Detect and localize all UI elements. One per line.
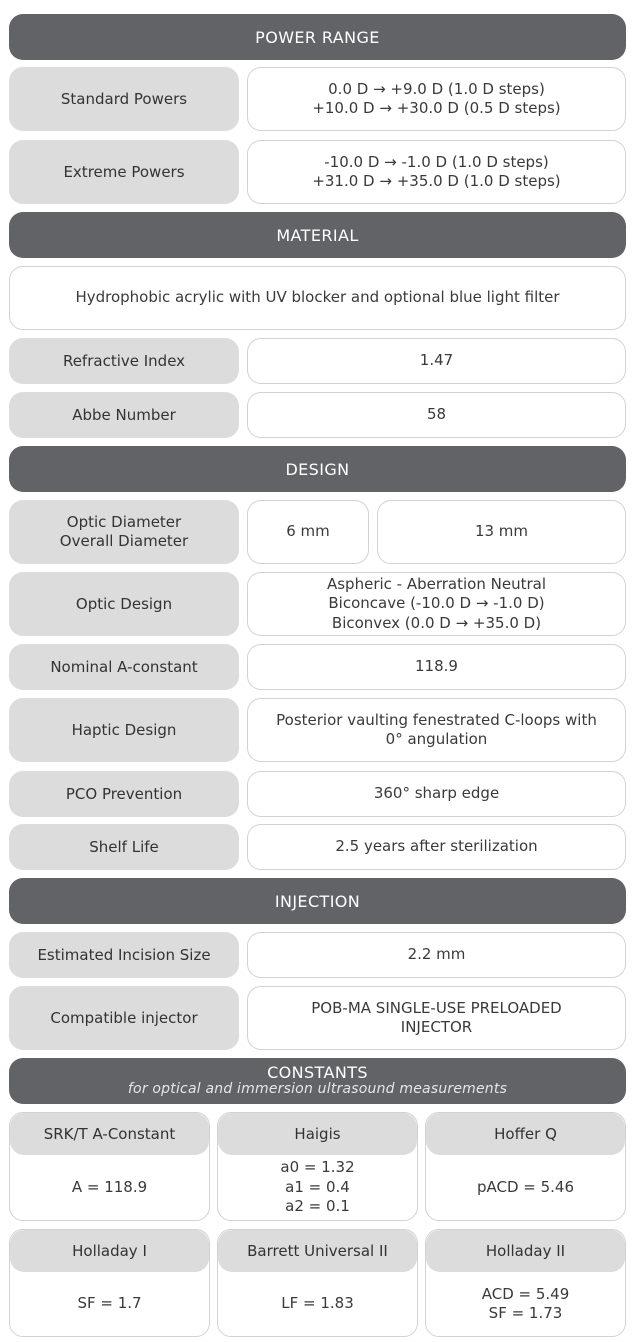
value-line: LF = 1.83 — [281, 1294, 354, 1313]
constant-card-title: Holladay I — [10, 1230, 209, 1272]
row-label-refractive-index — [9, 338, 239, 384]
row-value-compatible-injector — [247, 986, 626, 1050]
label-text: Abbe Number — [72, 405, 176, 424]
constant-card-value — [426, 1155, 625, 1220]
label-text: PCO Prevention — [65, 784, 183, 803]
constant-card-holladay-2 — [425, 1229, 626, 1337]
row-value-refractive-index — [247, 338, 626, 384]
value-line: SF = 1.73 — [488, 1304, 563, 1322]
label-text: Optic Diameter — [66, 513, 182, 531]
value-line: A = 118.9 — [71, 1177, 148, 1196]
constant-card-title: Barrett Universal II — [218, 1230, 417, 1272]
value-line: Biconvex (0.0 D → +35.0 D) — [331, 613, 542, 632]
label-text: Nominal A-constant — [50, 657, 198, 676]
row-value-optic-diameter — [247, 500, 369, 564]
row-value-shelf-life — [247, 824, 626, 870]
constant-card-value — [426, 1272, 625, 1336]
row-label-standard-powers — [9, 67, 239, 131]
row-label-extreme-powers — [9, 140, 239, 204]
value-line: ACD = 5.49 — [481, 1284, 570, 1303]
value-line: a0 = 1.32 — [280, 1158, 355, 1177]
section-title: MATERIAL — [276, 225, 359, 245]
value-line: 0° angulation — [385, 730, 488, 748]
row-value-haptic-design — [247, 698, 626, 762]
row-value-incision-size — [247, 932, 626, 978]
section-title: CONSTANTS — [267, 1063, 368, 1082]
value-line: pACD = 5.46 — [476, 1177, 575, 1196]
constant-card-title: Holladay II — [426, 1230, 625, 1272]
section-title: INJECTION — [274, 891, 361, 911]
row-value-standard-powers — [247, 67, 626, 131]
section-header-injection — [9, 878, 626, 924]
constant-card-value — [218, 1272, 417, 1336]
constant-card-value — [10, 1272, 209, 1336]
row-value-overall-diameter — [377, 500, 626, 564]
value-line: 360° sharp edge — [373, 784, 500, 803]
value-line: +31.0 D → +35.0 D (1.0 D steps) — [312, 172, 561, 190]
section-title: DESIGN — [285, 459, 350, 479]
section-header-power-range — [9, 14, 626, 60]
label-text: Estimated Incision Size — [37, 945, 211, 964]
constant-card-title: Haigis — [218, 1113, 417, 1155]
row-label-abbe-number — [9, 392, 239, 438]
section-header-material — [9, 212, 626, 258]
value-line: Posterior vaulting fenestrated C-loops with — [276, 710, 597, 729]
label-text: Extreme Powers — [63, 162, 185, 181]
row-label-a-constant — [9, 644, 239, 690]
row-value-pco-prevention — [247, 771, 626, 817]
value-line: POB-MA SINGLE-USE PRELOADED — [311, 998, 562, 1017]
value-line: INJECTOR — [400, 1018, 473, 1036]
value-line: 118.9 — [415, 657, 458, 676]
row-value-a-constant — [247, 644, 626, 690]
row-label-diameter — [9, 500, 239, 564]
label-text: Overall Diameter — [59, 532, 189, 550]
constant-card-title: SRK/T A-Constant — [10, 1113, 209, 1155]
label-text: Haptic Design — [71, 720, 177, 739]
row-value-optic-design — [247, 572, 626, 636]
value-line: 0.0 D → +9.0 D (1.0 D steps) — [328, 79, 545, 98]
label-text: Standard Powers — [60, 89, 188, 108]
row-label-incision-size — [9, 932, 239, 978]
constant-card-holladay-1 — [9, 1229, 210, 1337]
section-header-design — [9, 446, 626, 492]
value-line: Biconcave (-10.0 D → -1.0 D) — [328, 594, 545, 613]
row-label-haptic-design — [9, 698, 239, 762]
value-line: a2 = 0.1 — [285, 1197, 350, 1216]
row-label-shelf-life — [9, 824, 239, 870]
constant-card-value — [218, 1155, 417, 1220]
constant-card-title: Hoffer Q — [426, 1113, 625, 1155]
row-label-optic-design — [9, 572, 239, 636]
constant-card-haigis — [217, 1112, 418, 1221]
constant-card-value — [10, 1155, 209, 1220]
value-line: SF = 1.7 — [77, 1294, 142, 1313]
constant-card-barrett — [217, 1229, 418, 1337]
constant-card-hoffer-q — [425, 1112, 626, 1221]
row-label-pco-prevention — [9, 771, 239, 817]
value-line: Aspheric - Aberration Neutral — [326, 574, 546, 593]
value-line: 58 — [426, 405, 447, 424]
label-text: Compatible injector — [50, 1008, 198, 1027]
row-label-compatible-injector — [9, 986, 239, 1050]
row-value-abbe-number — [247, 392, 626, 438]
value-line: 1.47 — [419, 351, 454, 370]
value-line: +10.0 D → +30.0 D (0.5 D steps) — [312, 99, 561, 117]
section-title: POWER RANGE — [255, 27, 380, 47]
value-line: 13 mm — [474, 522, 529, 541]
label-text: Shelf Life — [89, 837, 159, 856]
value-line: Hydrophobic acrylic with UV blocker and optional blue light filter — [75, 288, 560, 307]
section-header-constants — [9, 1058, 626, 1104]
value-line: -10.0 D → -1.0 D (1.0 D steps) — [324, 152, 549, 171]
value-line: a1 = 0.4 — [285, 1177, 350, 1196]
material-description — [9, 266, 626, 330]
value-line: 2.5 years after sterilization — [335, 837, 538, 856]
row-value-extreme-powers — [247, 140, 626, 204]
value-line: 2.2 mm — [407, 945, 466, 964]
label-text: Optic Design — [75, 594, 173, 613]
label-text: Refractive Index — [62, 351, 186, 370]
section-subtitle: for optical and immersion ultrasound measurements — [127, 1081, 508, 1097]
constant-card-srkt — [9, 1112, 210, 1221]
value-line: 6 mm — [286, 522, 330, 541]
